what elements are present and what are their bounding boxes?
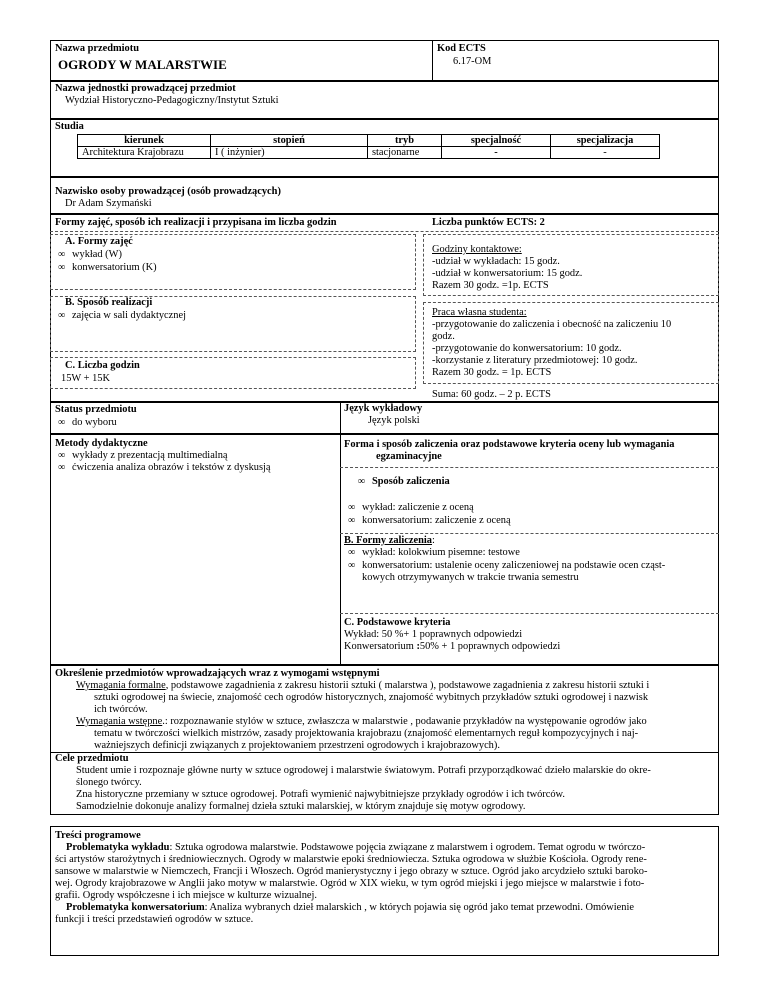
form-a-item-1: ∞ wykład (W) — [72, 249, 122, 261]
prereq-formal-line-3: ich twórców. — [94, 704, 148, 715]
content-lecture-label: Problematyka wykładu — [66, 842, 170, 853]
hours-contact-line-2: -udział w konwersatorium: 15 godz. — [432, 268, 583, 279]
assessment-b-item-2-line-1: ∞ konwersatorium: ustalenie oceny zaliczeniowej na podstawie ocen cząst- — [362, 560, 665, 572]
lecturer-value: Dr Adam Szymański — [65, 198, 152, 209]
content-conv-line-1 — [66, 902, 634, 914]
form-c-label: C. Liczba godzin — [65, 360, 140, 371]
hours-self-label: Praca własna studenta: — [432, 307, 527, 318]
studies-col-kierunek: kierunek — [78, 135, 211, 147]
methods-item-2: ∞ ćwiczenia analiza obrazów i tekstów z dyskusją — [72, 462, 271, 474]
form-a-item-2: ∞ konwersatorium (K) — [72, 262, 157, 274]
studies-col-specjalizacja: specjalizacja — [551, 135, 660, 147]
language-label: Język wykładowy — [344, 403, 423, 414]
assessment-label-1: Forma i sposób zaliczenia oraz podstawowe kryteria oceny lub wymagania — [344, 439, 675, 450]
assessment-divider-1 — [340, 467, 719, 468]
goals-line-1: Student umie i rozpoznaje główne nurty w sztuce ogrodowej i malarstwie światowym. Potrafi przyporządkować dzieło malarskie do okre- — [76, 765, 651, 776]
prereq-entry-label: Wymagania wstępne — [76, 716, 163, 727]
assessment-b-label-text: B. Formy zaliczenia — [344, 535, 433, 546]
ects-code: 6.17-OM — [453, 56, 492, 67]
goals-divider — [50, 752, 719, 753]
prereq-entry-line-3: ważniejszych definicji związanych z projektowaniem przestrzeni ogrodowych i krajobrazowych). — [94, 740, 500, 751]
hours-contact-line-3: Razem 30 godz. =1p. ECTS — [432, 280, 549, 291]
content-lecture-line-4: wej. Ogrody krajobrazowe w Anglii jako motyw w malarstwie. Ogród w XIX wieku, w tym ogród miejski i jego miejsce w malarstwie i foto- — [55, 878, 645, 889]
prereq-formal-text-1: , podstawowe zagadnienia z zakresu historii sztuki ( malarstwa ), podstawowe zagadnienia z zakresu historii sztuki i — [165, 680, 650, 691]
subject-label: Nazwa przedmiotu — [55, 43, 139, 54]
content-lecture-text-1: : Sztuka ogrodowa malarstwie. Podstawowe pojęcia związane z malarstwem i ogrodem. Temat ogrodu w twórczo- — [169, 842, 646, 853]
subject-name: OGRODY W MALARSTWIE — [58, 57, 227, 72]
assessment-a-item-1: ∞ wykład: zaliczenie z oceną — [362, 502, 474, 514]
content-conv-text-1: : Analiza wybranych dzieł malarskich , w których pojawia się ogród jako temat przewodni. Omówienie — [204, 902, 634, 913]
content-conv-label: Problematyka konwersatorium — [66, 902, 205, 913]
goals-label: Cele przedmiotu — [55, 753, 129, 764]
assessment-divider-3 — [340, 613, 719, 614]
form-a-label: A. Formy zajęć — [65, 236, 133, 247]
studies-label: Studia — [55, 121, 84, 132]
assessment-divider-2 — [340, 533, 719, 534]
subject-divider — [432, 40, 433, 81]
prereq-formal-label: Wymagania formalne — [76, 680, 166, 691]
studies-val-tryb: stacjonarne — [368, 147, 442, 159]
content-label: Treści programowe — [55, 830, 141, 841]
lecturer-label: Nazwisko osoby prowadzącej (osób prowadzących) — [55, 186, 281, 197]
content-lecture-line-5: grafii. Ogrody współczesne i ich miejsce w kulturze wizualnej. — [55, 890, 317, 901]
studies-table — [77, 134, 660, 159]
assessment-c-label: C. Podstawowe kryteria — [344, 617, 451, 628]
prereq-entry-line-2: tematu w twórczości wielkich mistrzów, zasady projektowania krajobrazu (znajomość elementarnych reguł kompozycyjnych i naj- — [94, 728, 639, 739]
assessment-b-item-1: ∞ wykład: kolokwium pisemne: testowe — [362, 547, 520, 559]
ects-points-label: Liczba punktów ECTS: 2 — [432, 217, 545, 228]
goals-line-4: Samodzielnie dokonuje analizy formalnej dzieła sztuki malarskiej, w którym znajduje się motyw ogrodowy. — [76, 801, 526, 812]
content-lecture-line-2: ści artystów starożytnych i średniowiecznych. Ogrody w malarstwie epoki średniowiecza. Sztuka ogrodowa w służbie Kościoła. Ogrody rene- — [55, 854, 647, 865]
assessment-c-line-2c: 50% + 1 poprawnych odpowiedzi — [419, 641, 561, 652]
studies-col-tryb: tryb — [368, 135, 442, 147]
studies-val-specjalnosc: - — [442, 147, 551, 159]
hours-contact-line-1: -udział w wykładach: 15 godz. — [432, 256, 560, 267]
assessment-b-label — [344, 535, 435, 547]
methods-label: Metody dydaktyczne — [55, 438, 148, 449]
prereq-formal-line-1 — [76, 680, 649, 692]
hours-contact-label: Godziny kontaktowe: — [432, 244, 522, 255]
status-value: ∞ do wyboru — [72, 417, 117, 429]
status-label: Status przedmiotu — [55, 404, 137, 415]
forms-divider — [50, 231, 719, 232]
hours-sum: Suma: 60 godz. – 2 p. ECTS — [432, 389, 551, 400]
hours-self-line-5: Razem 30 godz. = 1p. ECTS — [432, 367, 552, 378]
unit-label: Nazwa jednostki prowadzącej przedmiot — [55, 83, 236, 94]
forms-label: Formy zajęć, sposób ich realizacji i przypisana im liczba godzin — [55, 217, 337, 228]
hours-self-line-2: godz. — [432, 331, 455, 342]
unit-value: Wydział Historyczno-Pedagogiczny/Instytut Sztuki — [65, 95, 279, 106]
assessment-c-line-2b: : — [416, 641, 420, 652]
content-lecture-line-1 — [66, 842, 645, 854]
hours-self-line-1: -przygotowanie do zaliczenia i obecność na zaliczeniu 10 — [432, 319, 672, 330]
prereq-entry-text-1: .: rozpoznawanie stylów w sztuce, zwłaszcza w malarstwie , podawanie przykładów na występowanie ogrodów jako — [162, 716, 647, 727]
assessment-b-label-colon: : — [432, 535, 435, 546]
studies-val-kierunek: Architektura Krajobrazu — [78, 147, 211, 159]
prereq-entry-line-1 — [76, 716, 647, 728]
methods-item-1: ∞ wykłady z prezentacją multimedialną — [72, 450, 228, 462]
ects-code-label: Kod ECTS — [437, 43, 486, 54]
language-value: Język polski — [368, 415, 420, 426]
studies-col-stopien: stopień — [211, 135, 368, 147]
assessment-c-line-2 — [344, 641, 560, 653]
form-b-item-1: ∞ zajęcia w sali dydaktycznej — [72, 310, 186, 322]
form-c-value: 15W + 15K — [61, 373, 110, 384]
hours-self-line-3: -przygotowanie do konwersatorium: 10 godz. — [432, 343, 622, 354]
goals-line-2: ślonego twórcy. — [76, 777, 142, 788]
assessment-label-2: egzaminacyjne — [376, 451, 442, 462]
hours-self-line-4: -korzystanie z literatury przedmiotowej: 10 godz. — [432, 355, 638, 366]
assessment-a-item-2: ∞ konwersatorium: zaliczenie z oceną — [362, 515, 511, 527]
content-lecture-line-3: sansowe w malarstwie w Niemczech, Francji i Włoszech. Ogród manierystyczny i jego obrazy w sztuce. Ogród jako arcydzieło sztuki baroko- — [55, 866, 648, 877]
content-conv-line-2: funkcji i treści przedstawień ogrodów w sztuce. — [55, 914, 254, 925]
assessment-a-label: ∞ Sposób zaliczenia — [372, 476, 450, 488]
assessment-c-line-1: Wykład: 50 %+ 1 poprawnych odpowiedzi — [344, 629, 523, 640]
studies-val-specjalizacja: - — [551, 147, 660, 159]
studies-col-specjalnosc: specjalność — [442, 135, 551, 147]
studies-val-stopien: I ( inżynier) — [211, 147, 368, 159]
prereq-formal-line-2: sztuki ogrodowej na świecie, znajomość cech ogrodów historycznych, znajomość wybitnych przykładów sztuki ogrodowej i nazwisk — [94, 692, 649, 703]
assessment-b-item-2-line-2: kowych otrzymywanych w trakcie trwania semestru — [362, 572, 579, 583]
goals-line-3: Zna historyczne przemiany w sztuce ogrodowej. Potrafi wymienić najwybitniejsze przykłady ogrodów i ich twórców. — [76, 789, 565, 800]
prereq-label: Określenie przedmiotów wprowadzających wraz z wymogami wstępnymi — [55, 668, 380, 679]
form-b-label: B. Sposób realizacji — [65, 297, 153, 308]
assessment-c-line-2a: Konwersatorium — [344, 641, 417, 652]
